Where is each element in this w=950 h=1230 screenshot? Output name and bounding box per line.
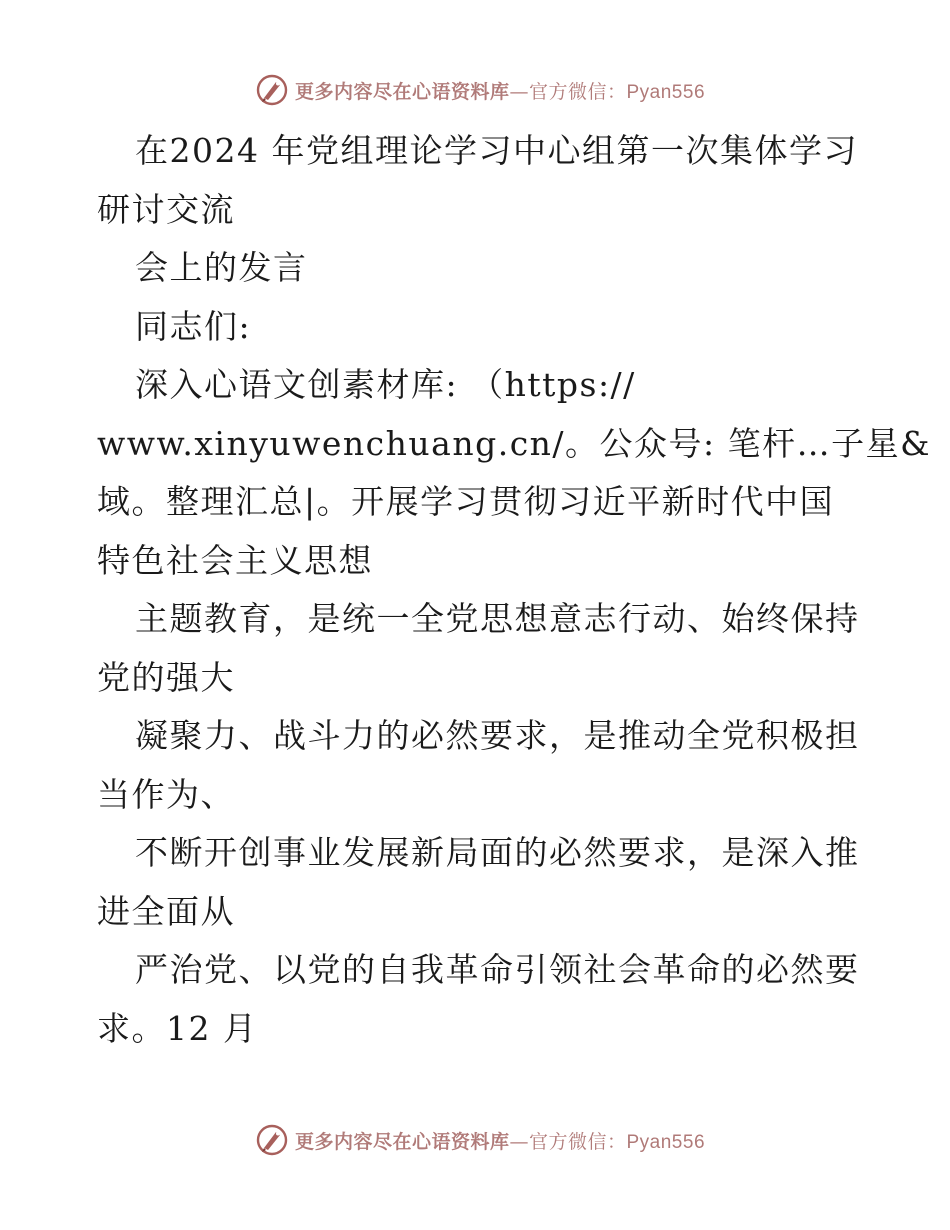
document-line: 党的强大 (97, 657, 235, 697)
header-wechat-id: Pyan556 (626, 81, 706, 103)
document-line: 深入心语文创素材库: （https:// (135, 365, 636, 404)
document-line: 特色社会主义思想 (97, 540, 373, 580)
header-separator: — (509, 80, 529, 103)
quill-pen-logo-icon (255, 73, 289, 107)
document-line: 同志们: (135, 306, 252, 346)
document-line: 在2024 年党组理论学习中心组第一次集体学习 (135, 131, 858, 170)
document-line: 会上的发言 (135, 248, 308, 287)
document-line: 当作为、 (97, 774, 235, 814)
header-brand: 更多内容尽在心语资料库 (294, 80, 510, 103)
footer-watermark-inner (245, 1123, 705, 1157)
document-body (97, 122, 932, 1058)
document-line: 主题教育，是统一全党思想意志行动、始终保持 (135, 599, 860, 638)
document-line: www.xinyuwenchuang.cn/。公众号: 笔杆…子星& (97, 423, 932, 463)
document-line: 不断开创事业发展新局面的必然要求，是深入推 (135, 833, 860, 872)
footer-watermark-text (295, 1127, 705, 1154)
quill-pen-logo-icon (255, 1123, 289, 1157)
document-line: 求。12 月 (97, 1008, 258, 1048)
footer-wechat-id: Pyan556 (626, 1131, 706, 1153)
document-line: 研讨交流 (97, 189, 235, 229)
header-wechat-label: 官方微信： (528, 80, 627, 103)
footer-brand: 更多内容尽在心语资料库 (294, 1130, 510, 1153)
document-line: 凝聚力、战斗力的必然要求，是推动全党积极担 (135, 716, 860, 755)
document-line: 严治党、以党的自我革命引领社会革命的必然要 (135, 950, 860, 989)
footer-separator: — (509, 1130, 529, 1153)
document-line: 进全面从 (97, 891, 235, 931)
footer-watermark (0, 1120, 950, 1160)
document-line: 域。整理汇总|。开展学习贯彻习近平新时代中国 (97, 482, 835, 521)
footer-wechat-label: 官方微信： (528, 1130, 627, 1153)
header-watermark (0, 70, 950, 110)
header-watermark-inner (245, 73, 705, 107)
header-watermark-text (295, 77, 705, 104)
